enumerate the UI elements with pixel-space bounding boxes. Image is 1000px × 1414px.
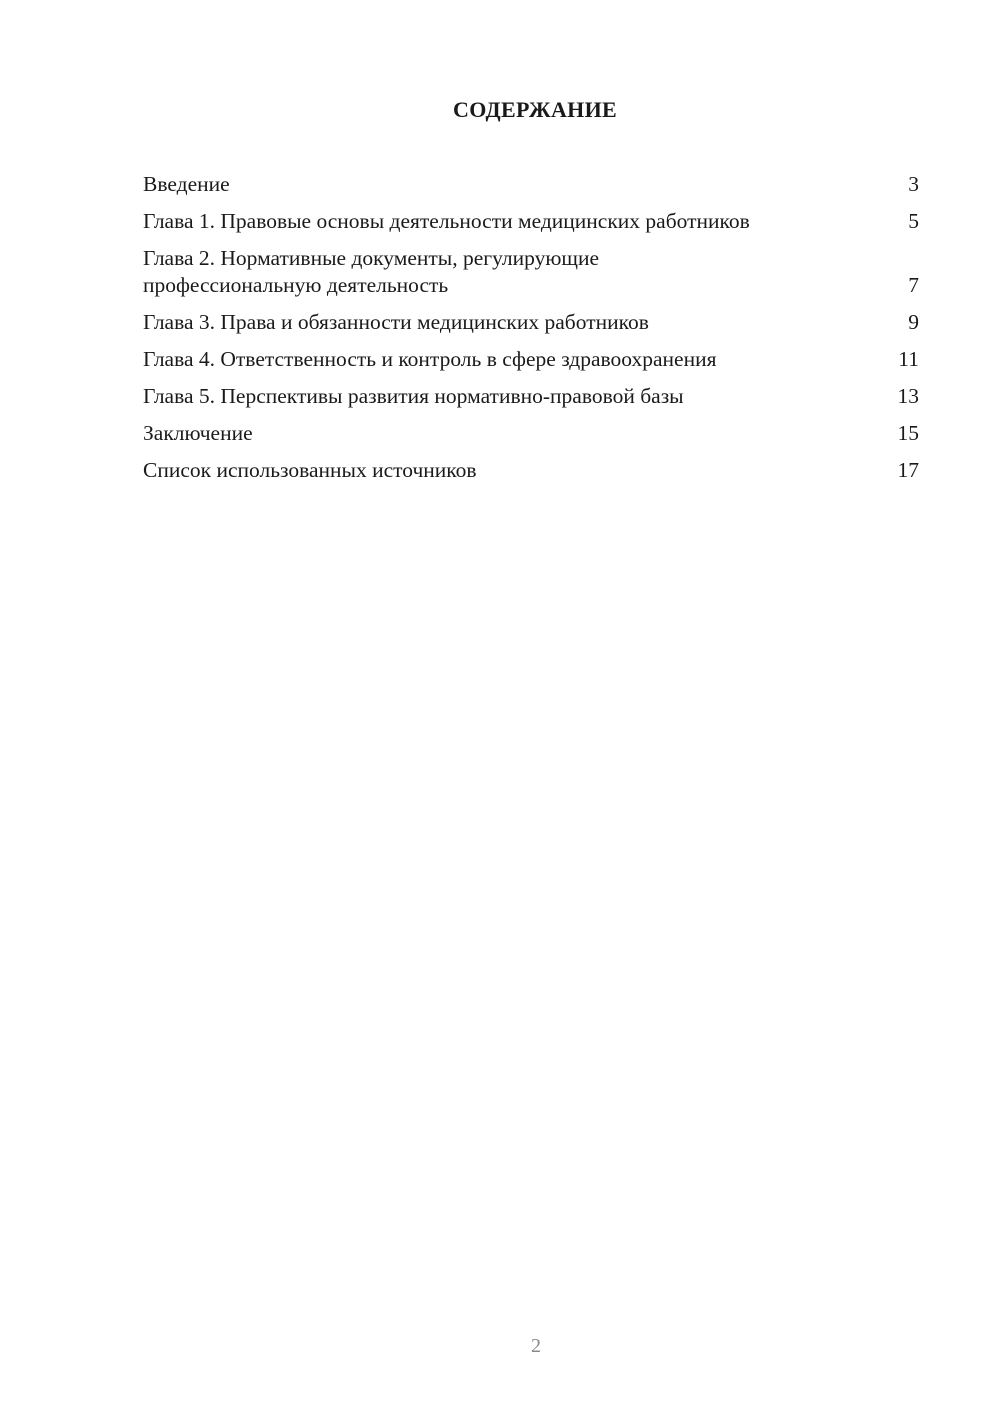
toc-entry-label: Список использованных источников <box>143 458 477 482</box>
toc-entry-chapter-2 <box>143 245 919 299</box>
toc-entry-introduction <box>143 171 919 198</box>
toc-entry-page: 9 <box>908 310 919 334</box>
toc-entry-page: 15 <box>897 421 919 445</box>
toc-entry-label: Глава 4. Ответственность и контроль в сфере здравоохранения <box>143 347 717 371</box>
table-of-contents <box>143 171 919 494</box>
toc-entry-conclusion <box>143 420 919 447</box>
toc-entry-page: 5 <box>908 209 919 233</box>
toc-entry-references <box>143 457 919 484</box>
toc-entry-page: 7 <box>908 273 919 297</box>
toc-entry-chapter-5 <box>143 383 919 410</box>
toc-entry-page: 13 <box>897 384 919 408</box>
toc-entry-page: 11 <box>898 347 919 371</box>
toc-entry-page: 3 <box>908 172 919 196</box>
toc-entry-chapter-4 <box>143 346 919 373</box>
toc-entry-label: Заключение <box>143 421 253 445</box>
toc-entry-label: Глава 3. Права и обязанности медицинских работников <box>143 310 649 334</box>
page-title: СОДЕРЖАНИЕ <box>453 97 617 122</box>
toc-entry-label: Глава 1. Правовые основы деятельности медицинских работников <box>143 209 750 233</box>
toc-entry-label: Введение <box>143 172 230 196</box>
toc-entry-label: Глава 2. Нормативные документы, регулирующие профессиональную деятельность <box>143 246 600 297</box>
toc-entry-chapter-3 <box>143 309 919 336</box>
toc-entry-page: 17 <box>897 458 919 482</box>
toc-entry-chapter-1 <box>143 208 919 235</box>
page-number: 2 <box>531 1335 541 1357</box>
toc-entry-label: Глава 5. Перспективы развития нормативно-правовой базы <box>143 384 684 408</box>
